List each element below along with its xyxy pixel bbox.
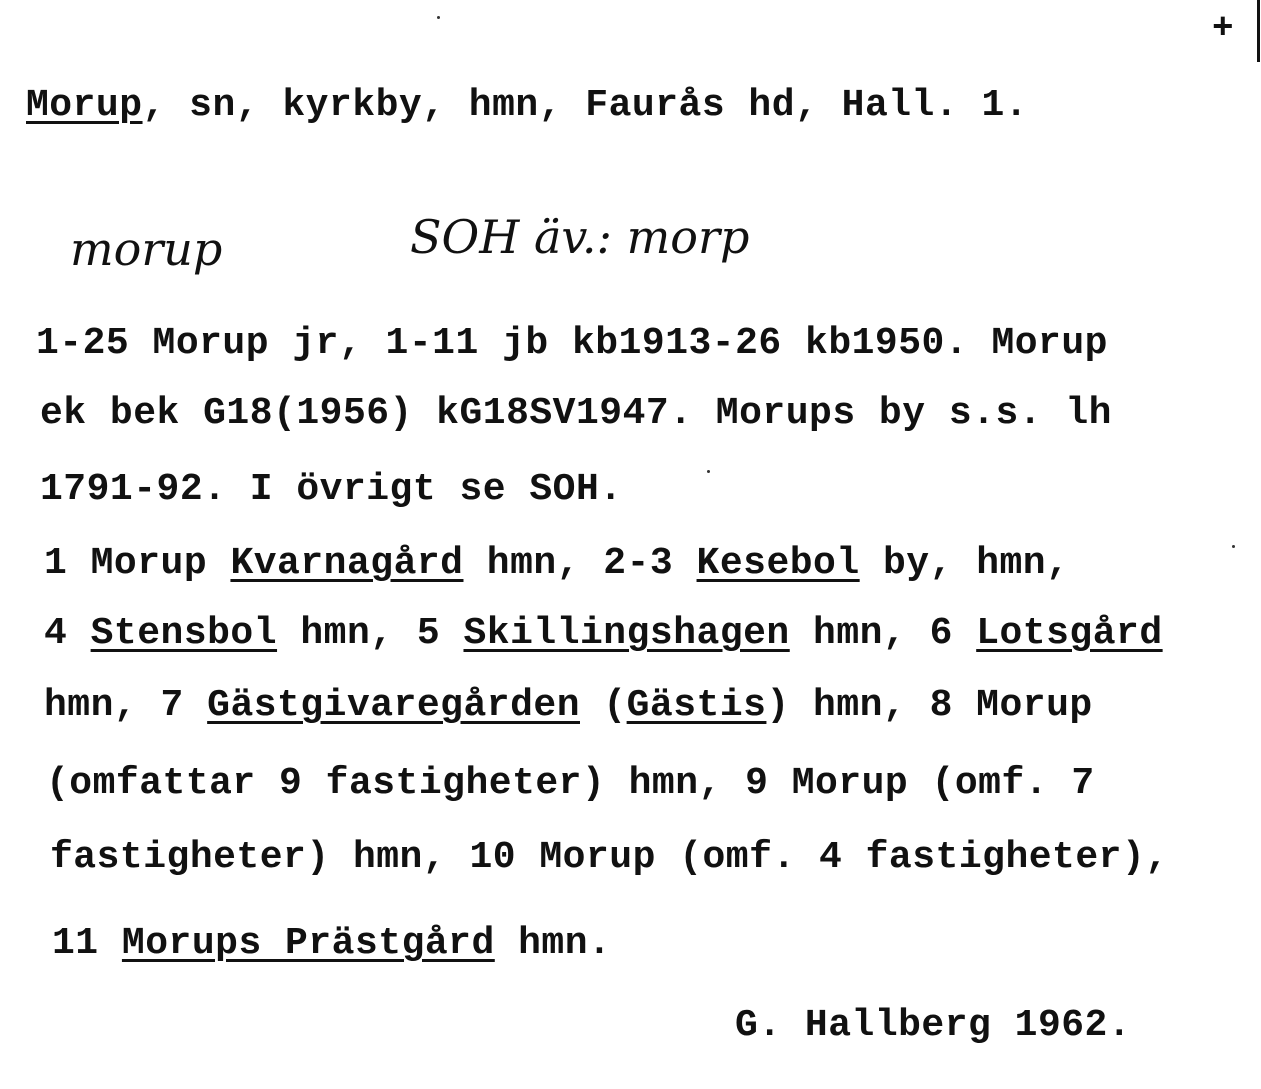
list-line-2: 4 Stensbol hmn, 5 Skillingshagen hmn, 6 Lotsgård — [44, 612, 1163, 655]
header-line — [26, 84, 1028, 127]
underlined-place: Skillingshagen — [463, 612, 790, 655]
underlined-place: Kesebol — [696, 542, 860, 585]
body-line-2: ek bek G18(1956) kG18SV1947. Morups by s.s. lh — [40, 392, 1112, 435]
body-line-3: 1791-92. I övrigt se SOH. — [40, 468, 623, 511]
list-line-5: fastigheter) hmn, 10 Morup (omf. 4 fastigheter), — [50, 836, 1169, 879]
underlined-place: Stensbol — [90, 612, 278, 655]
list-line-1: 1 Morup Kvarnagård hmn, 2-3 Kesebol by, hmn, — [44, 542, 1070, 585]
underlined-place: Gästis — [626, 684, 767, 727]
handwritten-pronunciation: morup — [70, 222, 223, 276]
list-line-3: hmn, 7 Gästgivaregården (Gästis) hmn, 8 Morup — [44, 684, 1093, 727]
speck — [707, 470, 710, 473]
place-name: Morup — [26, 84, 143, 127]
list-line-6: 11 Morups Prästgård hmn. — [52, 922, 612, 965]
speck — [437, 16, 440, 19]
signature: G. Hallberg 1962. — [735, 1004, 1132, 1047]
underlined-place: Kvarnagård — [230, 542, 464, 585]
header-description: , sn, kyrkby, hmn, Faurås hd, Hall. 1. — [142, 84, 1029, 127]
underlined-place: Lotsgård — [976, 612, 1163, 655]
speck — [1232, 545, 1235, 548]
underlined-place: Morups Prästgård — [121, 922, 495, 965]
corner-plus-mark: + — [1212, 8, 1234, 49]
underlined-place: Gästgivaregården — [207, 684, 580, 727]
list-line-4: (omfattar 9 fastigheter) hmn, 9 Morup (omf. 7 — [46, 762, 1095, 805]
body-line-1: 1-25 Morup jr, 1-11 jb kb1913-26 kb1950. Morup — [36, 322, 1108, 365]
card-edge-line — [1257, 0, 1260, 62]
handwritten-soh-note: SOH äv.: morp — [410, 210, 750, 264]
